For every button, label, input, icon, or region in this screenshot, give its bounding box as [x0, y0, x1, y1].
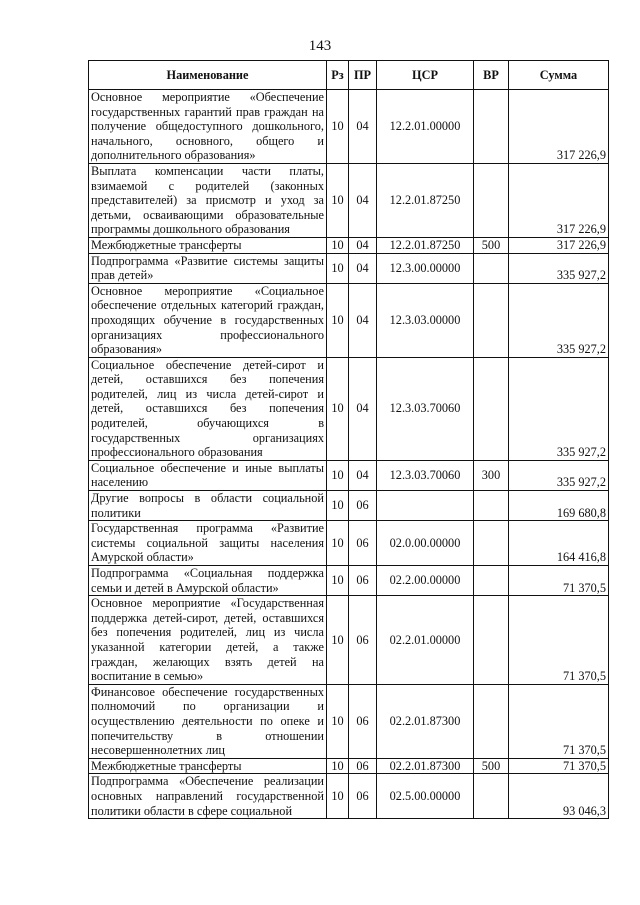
- table-row: [89, 758, 609, 774]
- row-name: Социальное обеспечение и иные выплаты населению: [89, 460, 327, 490]
- row-rz: 10: [327, 566, 349, 596]
- row-sum: 71 370,5: [509, 596, 609, 685]
- row-name: Межбюджетные трансферты: [89, 758, 327, 774]
- row-csr: 12.3.00.00000: [377, 253, 474, 283]
- row-rz: 10: [327, 684, 349, 758]
- header-sum: Сумма: [509, 61, 609, 90]
- row-name: Финансовое обеспечение государственных полномочий по организации и осуществлению деятельности по опеке и попечительству в отношении несовершеннолетних лиц: [89, 684, 327, 758]
- row-vr: [474, 521, 509, 566]
- row-vr: [474, 774, 509, 819]
- header-rz: Рз: [327, 61, 349, 90]
- row-csr: 02.2.01.87300: [377, 758, 474, 774]
- row-name: Межбюджетные трансферты: [89, 237, 327, 253]
- row-pr: 04: [349, 460, 377, 490]
- row-rz: 10: [327, 521, 349, 566]
- row-sum: 317 226,9: [509, 163, 609, 237]
- table-row: [89, 163, 609, 237]
- table-row: [89, 283, 609, 357]
- row-sum: 169 680,8: [509, 491, 609, 521]
- row-csr: 12.2.01.00000: [377, 90, 474, 164]
- row-vr: [474, 491, 509, 521]
- row-sum: 335 927,2: [509, 460, 609, 490]
- table-row: [89, 596, 609, 685]
- row-rz: 10: [327, 163, 349, 237]
- row-vr: [474, 357, 509, 460]
- row-rz: 10: [327, 253, 349, 283]
- row-sum: 71 370,5: [509, 684, 609, 758]
- row-csr: 02.2.01.87300: [377, 684, 474, 758]
- row-pr: 04: [349, 163, 377, 237]
- row-pr: 06: [349, 521, 377, 566]
- row-pr: 06: [349, 684, 377, 758]
- row-sum: 71 370,5: [509, 566, 609, 596]
- table-row: [89, 90, 609, 164]
- table-row: [89, 684, 609, 758]
- row-rz: 10: [327, 460, 349, 490]
- row-vr: [474, 283, 509, 357]
- table-row: [89, 521, 609, 566]
- row-pr: 04: [349, 253, 377, 283]
- row-name: Другие вопросы в области социальной политики: [89, 491, 327, 521]
- row-sum: 71 370,5: [509, 758, 609, 774]
- row-pr: 06: [349, 491, 377, 521]
- row-rz: 10: [327, 357, 349, 460]
- row-pr: 06: [349, 566, 377, 596]
- row-sum: 317 226,9: [509, 90, 609, 164]
- row-vr: [474, 90, 509, 164]
- header-csr: ЦСР: [377, 61, 474, 90]
- row-pr: 04: [349, 357, 377, 460]
- row-vr: 300: [474, 460, 509, 490]
- row-csr: 12.3.03.00000: [377, 283, 474, 357]
- row-vr: [474, 566, 509, 596]
- row-name: Выплата компенсации части платы, взимаемой с родителей (законных представителей) за присмотр и уход за детьми, осваивающими образовательные программы дошкольного образования: [89, 163, 327, 237]
- row-rz: 10: [327, 774, 349, 819]
- table-row: [89, 237, 609, 253]
- row-vr: 500: [474, 758, 509, 774]
- row-csr: 02.2.01.00000: [377, 596, 474, 685]
- row-sum: 164 416,8: [509, 521, 609, 566]
- row-rz: 10: [327, 758, 349, 774]
- row-name: Основное мероприятие «Социальное обеспечение отдельных категорий граждан, проходящих обучение в государственных организациях профессионального образования»: [89, 283, 327, 357]
- row-pr: 06: [349, 758, 377, 774]
- row-name: Основное мероприятие «Государственная поддержка детей-сирот, детей, оставшихся без попечения родителей, лиц из числа указанной категории детей, а также граждан, желающих взять детей на воспитание в семью»: [89, 596, 327, 685]
- row-csr: 02.0.00.00000: [377, 521, 474, 566]
- row-vr: [474, 684, 509, 758]
- header-vr: ВР: [474, 61, 509, 90]
- page-number: 143: [308, 38, 332, 54]
- row-name: Государственная программа «Развитие системы социальной защиты населения Амурской области»: [89, 521, 327, 566]
- row-csr: 12.2.01.87250: [377, 163, 474, 237]
- row-name: Подпрограмма «Обеспечение реализации основных направлений государственной политики области в сфере социальной: [89, 774, 327, 819]
- table-header-row: [89, 61, 609, 90]
- row-rz: 10: [327, 90, 349, 164]
- row-pr: 04: [349, 237, 377, 253]
- row-pr: 04: [349, 90, 377, 164]
- row-csr: 02.5.00.00000: [377, 774, 474, 819]
- header-pr: ПР: [349, 61, 377, 90]
- row-pr: 04: [349, 283, 377, 357]
- table-row: [89, 357, 609, 460]
- table-body: [89, 90, 609, 819]
- header-name: Наименование: [89, 61, 327, 90]
- row-rz: 10: [327, 283, 349, 357]
- table-row: [89, 491, 609, 521]
- row-rz: 10: [327, 491, 349, 521]
- row-rz: 10: [327, 237, 349, 253]
- budget-table: [88, 60, 609, 819]
- row-csr: 12.3.03.70060: [377, 357, 474, 460]
- table-row: [89, 253, 609, 283]
- row-sum: 335 927,2: [509, 253, 609, 283]
- row-csr: 12.2.01.87250: [377, 237, 474, 253]
- row-name: Социальное обеспечение детей-сирот и детей, оставшихся без попечения родителей, лиц из числа детей-сирот и детей, оставшихся без попечения родителей, обучающихся в государственных организациях профессионального образования: [89, 357, 327, 460]
- row-pr: 06: [349, 596, 377, 685]
- row-sum: 317 226,9: [509, 237, 609, 253]
- table-row: [89, 460, 609, 490]
- row-csr: 12.3.03.70060: [377, 460, 474, 490]
- row-name: Подпрограмма «Развитие системы защиты прав детей»: [89, 253, 327, 283]
- row-vr: [474, 596, 509, 685]
- row-vr: 500: [474, 237, 509, 253]
- row-csr: [377, 491, 474, 521]
- table-row: [89, 566, 609, 596]
- row-csr: 02.2.00.00000: [377, 566, 474, 596]
- row-pr: 06: [349, 774, 377, 819]
- row-sum: 93 046,3: [509, 774, 609, 819]
- row-vr: [474, 163, 509, 237]
- row-vr: [474, 253, 509, 283]
- table-row: [89, 774, 609, 819]
- row-sum: 335 927,2: [509, 357, 609, 460]
- row-name: Основное мероприятие «Обеспечение государственных гарантий прав граждан на получение общедоступного дошкольного, начального, основного, общего и дополнительного образования»: [89, 90, 327, 164]
- row-rz: 10: [327, 596, 349, 685]
- row-sum: 335 927,2: [509, 283, 609, 357]
- row-name: Подпрограмма «Социальная поддержка семьи и детей в Амурской области»: [89, 566, 327, 596]
